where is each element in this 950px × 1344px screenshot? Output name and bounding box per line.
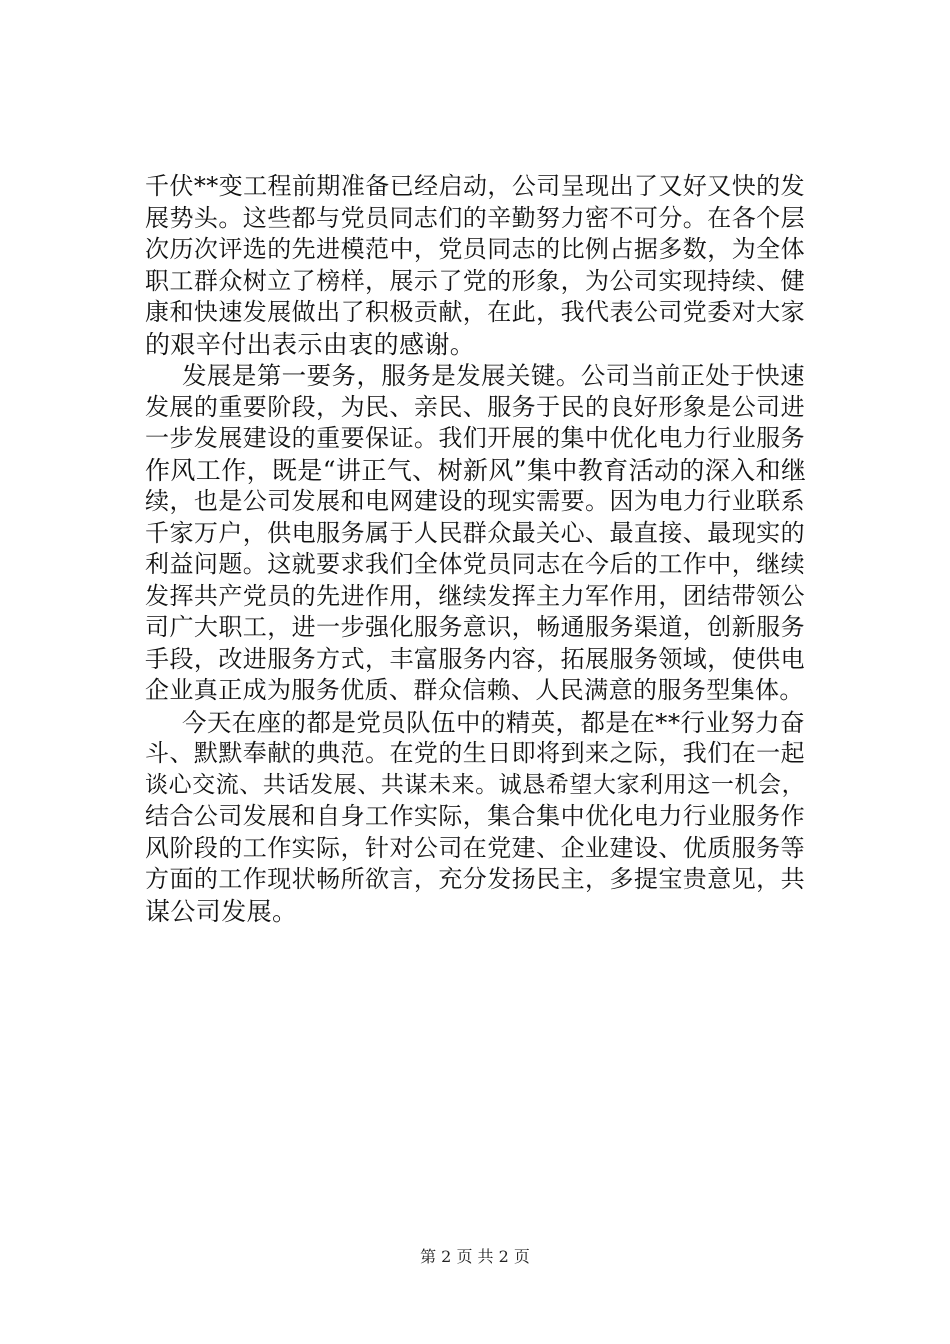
document-body xyxy=(145,171,805,927)
paragraph-3-line-6: 方面的工作现状畅所欲言，充分发扬民主，多提宝贵意见，共 xyxy=(145,865,805,893)
paragraph-2-line-9: 司广大职工，进一步强化服务意识，畅通服务渠道，创新服务 xyxy=(145,613,805,641)
paragraph-1-line-5: 康和快速发展做出了积极贡献，在此，我代表公司党委对大家 xyxy=(145,298,805,326)
paragraph-3-line-7: 谋公司发展。 xyxy=(145,896,298,926)
paragraph-3-line-3: 谈心交流、共话发展、共谋未来。诚恳希望大家利用这一机会， xyxy=(145,771,805,798)
paragraph-3-line-5: 风阶段的工作实际，针对公司在党建、企业建设、优质服务等 xyxy=(145,833,805,862)
paragraph-3-line-1: 今天在座的都是党员队伍中的精英，都是在**行业努力奋 xyxy=(182,707,805,737)
paragraph-3-line-4: 结合公司发展和自身工作实际，集合集中优化电力行业服务作 xyxy=(145,802,805,830)
paragraph-1-line-2: 展势头。这些都与党员同志们的辛勤努力密不可分。在各个层 xyxy=(145,203,805,232)
paragraph-2-line-3: 一步发展建设的重要保证。我们开展的集中优化电力行业服务 xyxy=(145,424,805,452)
paragraph-2-line-4: 作风工作，既是“讲正气、树新风”集中教育活动的深入和继 xyxy=(145,455,807,485)
page-number-footer: 第 2 页 共 2 页 xyxy=(420,1247,530,1266)
paragraph-2-line-6: 千家万户，供电服务属于人民群众最关心、最直接、最现实的 xyxy=(145,518,805,547)
paragraph-1-line-6: 的艰辛付出表示由衷的感谢。 xyxy=(145,329,476,359)
paragraph-2-line-1: 发展是第一要务，服务是发展关键。公司当前正处于快速 xyxy=(182,361,805,390)
paragraph-2-line-11: 企业真正成为服务优质、群众信赖、人民满意的服务型集体。 xyxy=(145,676,804,704)
paragraph-2-line-2: 发展的重要阶段，为民、亲民、服务于民的良好形象是公司进 xyxy=(145,392,805,421)
paragraph-2-line-10: 手段，改进服务方式，丰富服务内容，拓展服务领域，使供电 xyxy=(145,644,805,673)
paragraph-2-line-5: 续，也是公司发展和电网建设的现实需要。因为电力行业联系 xyxy=(145,487,805,515)
paragraph-3-line-2: 斗、默默奉献的典范。在党的生日即将到来之际，我们在一起 xyxy=(145,739,805,767)
paragraph-1-line-1: 千伏**变工程前期准备已经启动，公司呈现出了又好又快的发 xyxy=(145,172,805,200)
paragraph-2-line-7: 利益问题。这就要求我们全体党员同志在今后的工作中，继续 xyxy=(145,550,805,578)
paragraph-1-line-3: 次历次评选的先进模范中，党员同志的比例占据多数，为全体 xyxy=(145,235,805,263)
paragraph-1-line-4: 职工群众树立了榜样，展示了党的形象，为公司实现持续、健 xyxy=(145,266,805,295)
paragraph-2-line-8: 发挥共产党员的先进作用，继续发挥主力军作用，团结带领公 xyxy=(145,581,805,610)
